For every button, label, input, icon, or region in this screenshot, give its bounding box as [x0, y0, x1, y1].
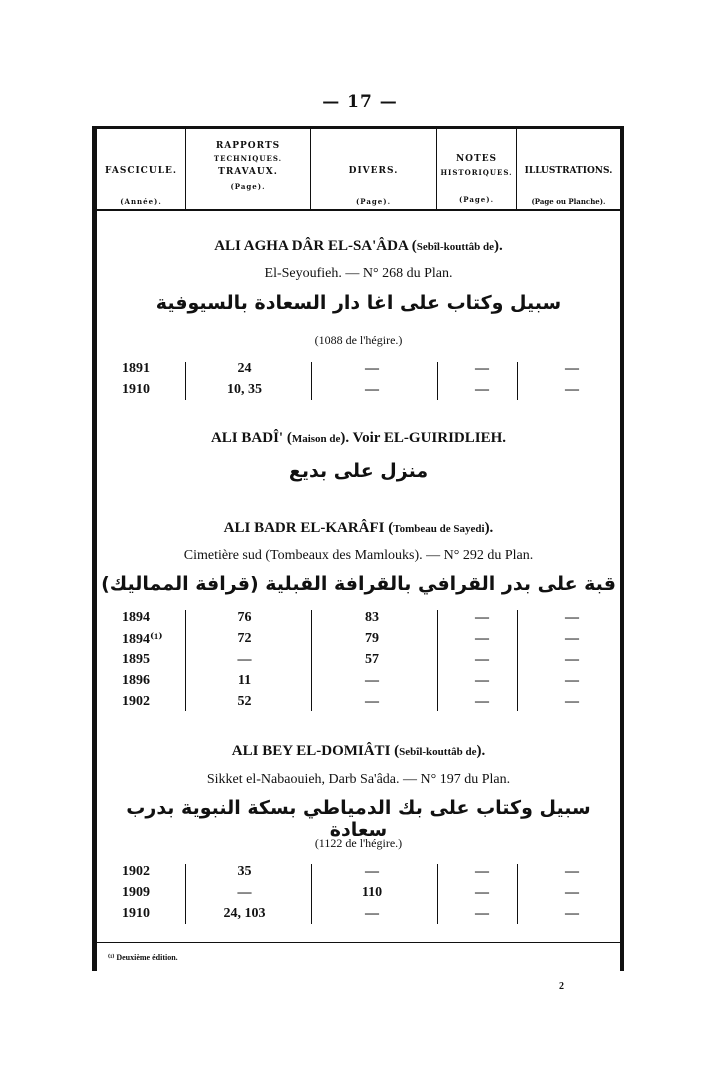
notes-cell: —: [475, 610, 489, 625]
entry-location: Cimetière sud (Tombeaux des Mamlouks). — N° 292 du Plan.: [183, 548, 534, 563]
divers-cell: —: [365, 906, 379, 921]
divers-cell: —: [365, 382, 379, 397]
rapports-cell: 24: [237, 361, 252, 376]
header-rule: [97, 209, 620, 211]
rapports-cell: 10, 35: [227, 382, 262, 397]
divers-cell: 83: [365, 610, 379, 625]
table-row: [97, 864, 620, 884]
entry-location: El-Seyoufieh. — N° 268 du Plan.: [264, 266, 453, 281]
page-number: — 17 —: [322, 92, 398, 112]
divers-cell: 57: [365, 652, 379, 667]
illustrations-cell: —: [565, 652, 579, 667]
table-row: [97, 631, 620, 651]
illustrations-cell: —: [565, 610, 579, 625]
divers-cell: 79: [365, 631, 379, 646]
entry-title: ALI BEY EL-DOMIÂTI (Sebîl-kouttâb de).: [231, 743, 486, 759]
table-row: [97, 382, 620, 402]
rapports-cell: 11: [237, 673, 252, 688]
entry-arabic-name: قبة على بدر القرافي بالقرافة القبلية (قرافة المماليك): [101, 573, 616, 595]
frame-right-border: [620, 128, 624, 971]
rapports-cell: 24, 103: [223, 906, 266, 921]
header-notes: NOTES HISTORIQUES. (Page).: [440, 154, 513, 205]
rapports-cell: —: [237, 652, 252, 667]
signature-mark: 2: [559, 981, 564, 992]
entry-title: ALI BADÎ' (Maison de). Voir EL-GUIRIDLIEH.: [210, 430, 507, 446]
table-row: [97, 906, 620, 926]
year-cell: 1896: [122, 673, 150, 688]
entry-arabic-name: سبيل وكتاب على اغا دار السعادة بالسيوفية: [155, 292, 562, 314]
year-cell: 1909: [122, 885, 150, 900]
year-cell: 1910: [122, 906, 150, 921]
entry-hegire-date: (1088 de l'hégire.): [314, 333, 403, 347]
year-cell: 1894⁽¹⁾: [122, 632, 163, 647]
entry-arabic-name: سبيل وكتاب على بك الدمياطي بسكة النبوية بدرب سعادة: [126, 797, 591, 841]
entry-arabic-name: منزل على بديع: [288, 460, 429, 482]
table-row: [97, 673, 620, 693]
illustrations-cell: —: [565, 382, 579, 397]
divers-cell: —: [365, 673, 379, 688]
illustrations-cell: —: [565, 694, 579, 709]
illustrations-cell: —: [565, 673, 579, 688]
notes-cell: —: [475, 382, 489, 397]
notes-cell: —: [475, 652, 489, 667]
notes-cell: —: [475, 694, 489, 709]
illustrations-cell: —: [565, 885, 579, 900]
footnote-rule: [97, 942, 620, 943]
rapports-cell: 35: [237, 864, 252, 879]
header-fascicule: FASCICULE. (Année).: [104, 166, 178, 206]
notes-cell: —: [475, 906, 489, 921]
notes-cell: —: [475, 885, 489, 900]
year-cell: 1891: [122, 361, 150, 376]
rapports-cell: 52: [237, 694, 252, 709]
divers-cell: —: [365, 864, 379, 879]
header-rapports: RAPPORTS TECHNIQUES. TRAVAUX. (Page).: [213, 141, 283, 191]
table-row: [97, 610, 620, 630]
illustrations-cell: —: [565, 906, 579, 921]
divers-cell: —: [365, 361, 379, 376]
entry-location: Sikket el-Nabaouieh, Darb Sa'âda. — N° 197 du Plan.: [206, 772, 511, 787]
illustrations-cell: —: [565, 631, 579, 646]
year-cell: 1895: [122, 652, 150, 667]
notes-cell: —: [475, 361, 489, 376]
notes-cell: —: [475, 673, 489, 688]
year-cell: 1902: [122, 694, 150, 709]
illustrations-cell: —: [565, 864, 579, 879]
footnote: ⁽¹⁾ Deuxième édition.: [108, 953, 178, 962]
year-cell: 1910: [122, 382, 150, 397]
rapports-cell: 76: [237, 610, 252, 625]
divers-cell: 110: [361, 885, 383, 900]
illustrations-cell: —: [565, 361, 579, 376]
notes-cell: —: [475, 864, 489, 879]
year-cell: 1902: [122, 864, 150, 879]
frame-top-border: [92, 126, 624, 129]
rapports-cell: 72: [237, 631, 252, 646]
table-row: [97, 652, 620, 672]
table-row: [97, 361, 620, 381]
table-row: [97, 694, 620, 714]
divers-cell: —: [365, 694, 379, 709]
table-row: [97, 885, 620, 905]
rapports-cell: —: [237, 885, 252, 900]
header-divers: DIVERS. (Page).: [348, 166, 399, 206]
entry-hegire-date: (1122 de l'hégire.): [314, 836, 403, 850]
entry-title: ALI AGHA DÂR EL-SA'ÂDA (Sebîl-kouttâb de).: [214, 238, 503, 254]
notes-cell: —: [475, 631, 489, 646]
header-illustrations: ILLUSTRATIONS. (Page ou Planche).: [524, 166, 613, 206]
entry-title: ALI BADR EL-KARÂFI (Tombeau de Sayedi).: [223, 520, 494, 536]
year-cell: 1894: [122, 610, 150, 625]
